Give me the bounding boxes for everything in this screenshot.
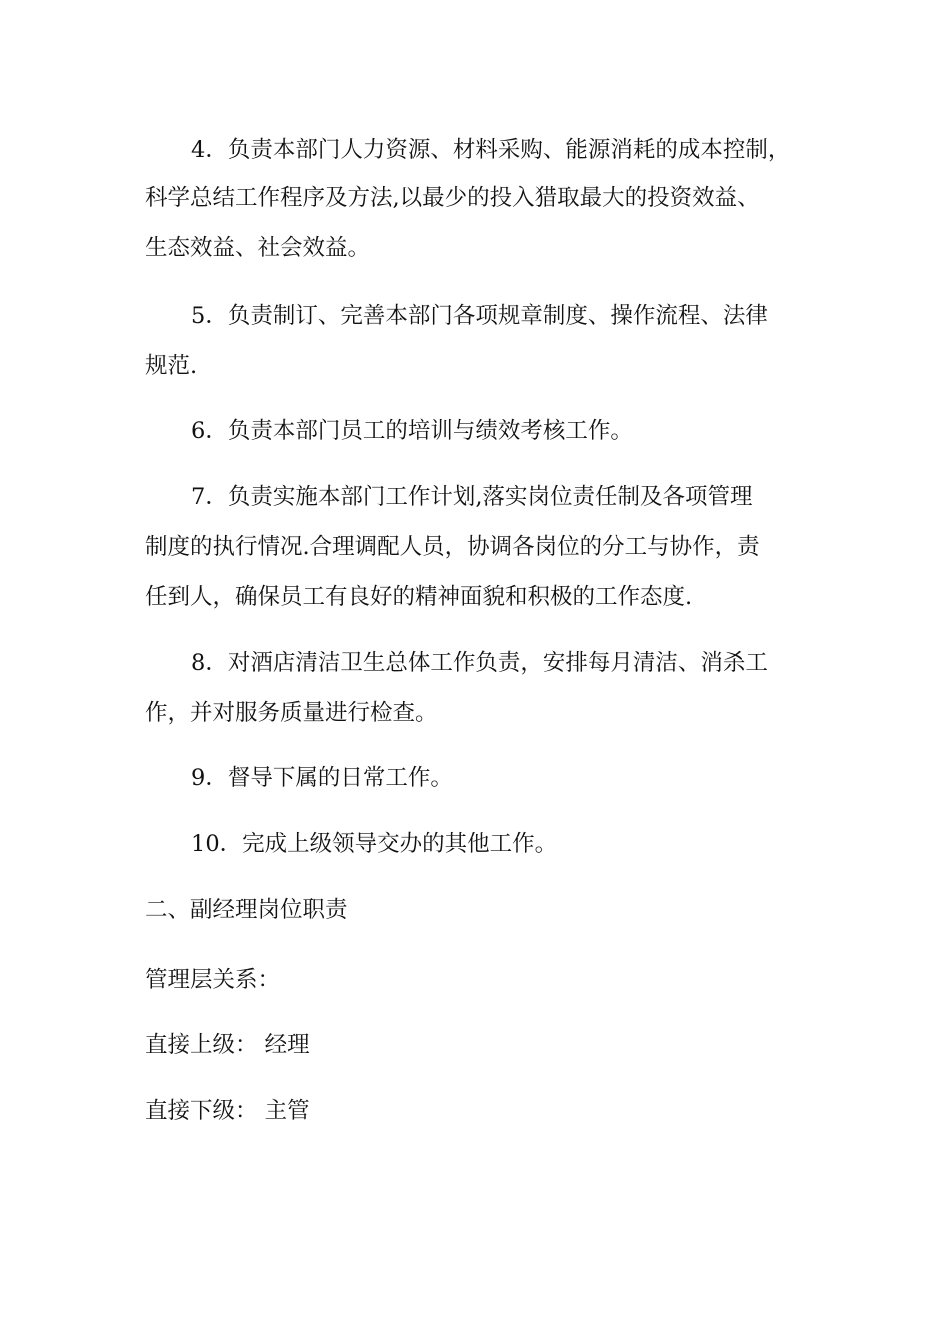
item-9-line-1: 9．督导下属的日常工作。 — [191, 765, 453, 791]
direct-superior: 直接上级： 经理 — [145, 1032, 310, 1058]
item-10-line-1: 10．完成上级领导交办的其他工作。 — [191, 831, 558, 857]
relations-label: 管理层关系： — [145, 967, 281, 993]
item-7-line-2: 制度的执行情况.合理调配人员，协调各岗位的分工与协作，责 — [145, 534, 760, 560]
item-5-line-1: 5．负责制订、完善本部门各项规章制度、操作流程、法律 — [191, 303, 768, 329]
section-heading: 二、副经理岗位职责 — [145, 897, 348, 923]
item-8-line-2: 作，并对服务质量进行检查。 — [145, 700, 438, 726]
item-6-line-1: 6．负责本部门员工的培训与绩效考核工作。 — [191, 418, 633, 444]
item-5-line-2: 规范. — [145, 353, 198, 379]
item-7-line-3: 任到人，确保员工有良好的精神面貌和积极的工作态度. — [145, 584, 693, 610]
item-7-line-1: 7．负责实施本部门工作计划,落实岗位责任制及各项管理 — [191, 484, 753, 510]
direct-subordinate: 直接下级： 主管 — [145, 1098, 310, 1124]
item-4-line-2: 科学总结工作程序及方法,以最少的投入猎取最大的投资效益、 — [145, 185, 760, 211]
item-8-line-1: 8．对酒店清洁卫生总体工作负责，安排每月清洁、消杀工 — [191, 650, 768, 676]
item-4-line-3: 生态效益、社会效益。 — [145, 235, 371, 261]
item-4-line-1: 4．负责本部门人力资源、材料采购、能源消耗的成本控制， — [191, 137, 791, 163]
